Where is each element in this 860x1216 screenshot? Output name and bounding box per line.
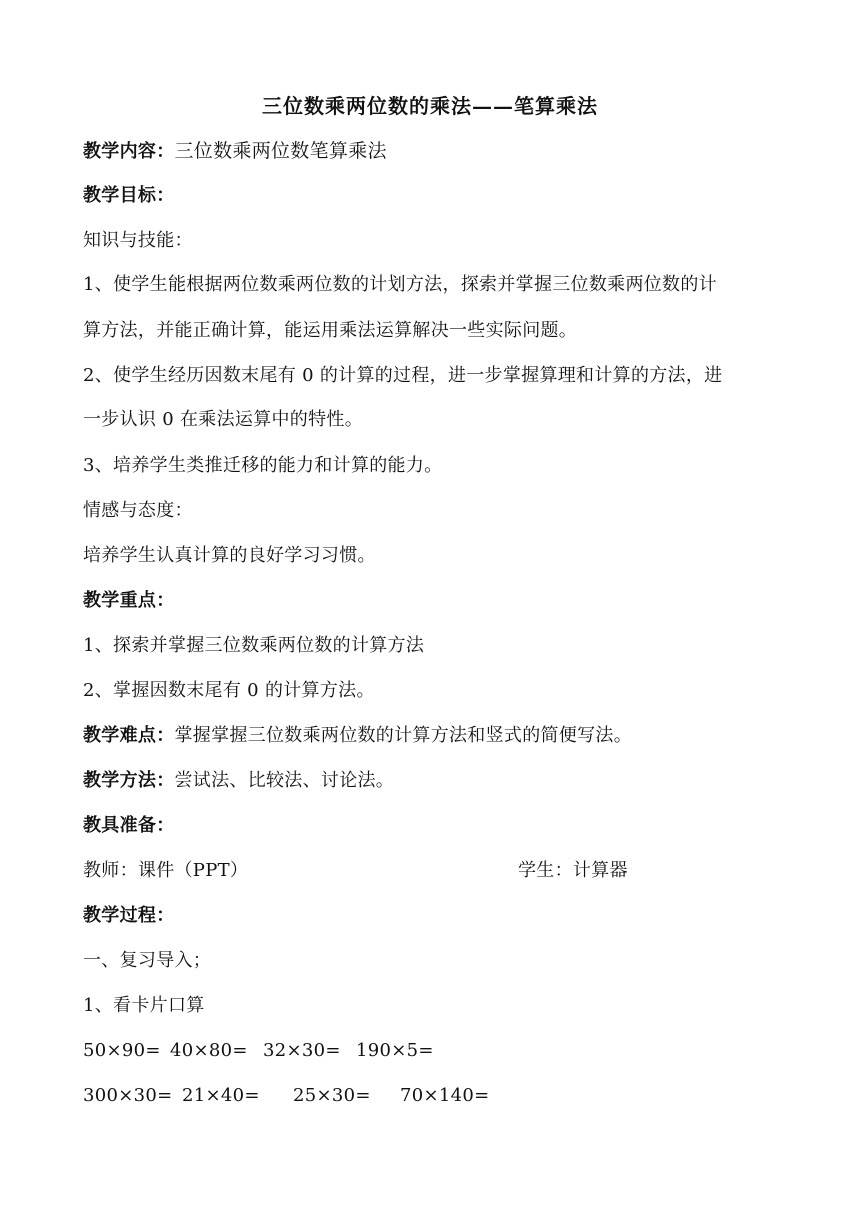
key-point-2: 2、掌握因数末尾有 0 的计算方法。 [83, 680, 375, 701]
difficulty-value: 掌握掌握三位数乘两位数的计算方法和竖式的简便写法。 [174, 725, 632, 746]
problem: 21×40= [182, 1085, 260, 1106]
teacher-prep: 教师：课件（PPT） [83, 860, 249, 881]
document-title: 三位数乘两位数的乘法——笔算乘法 [262, 94, 598, 118]
difficulty-label: 教学难点： [83, 725, 175, 746]
problem: 190×5= [356, 1040, 434, 1061]
emotion-text: 培养学生认真计算的良好学习习惯。 [83, 545, 376, 566]
method-line [83, 769, 394, 793]
goal2-line1: 2、使学生经历因数末尾有 0 的计算的过程，进一步掌握算理和计算的方法，进 [83, 365, 723, 386]
goals-heading: 教学目标： [83, 185, 175, 206]
problem: 70×140= [400, 1085, 490, 1106]
prep-heading: 教具准备： [83, 815, 175, 836]
student-prep: 学生：计算器 [518, 860, 628, 881]
step-1: 一、复习导入； [83, 950, 212, 971]
key-point-1: 1、探索并掌握三位数乘两位数的计算方法 [83, 635, 425, 656]
goal1-line2: 算方法，并能正确计算，能运用乘法运算解决一些实际问题。 [83, 320, 578, 341]
difficulty-line [83, 724, 632, 748]
goal1-line1: 1、使学生能根据两位数乘两位数的计划方法，探索并掌握三位数乘两位数的计 [83, 274, 717, 295]
problem: 25×30= [293, 1085, 371, 1106]
emotion-heading: 情感与态度： [83, 500, 193, 521]
content-label: 教学内容： [83, 141, 175, 162]
problem: 50×90= [83, 1040, 161, 1061]
step-1-1: 1、看卡片口算 [83, 995, 205, 1016]
problem: 300×30= [83, 1085, 173, 1106]
method-label: 教学方法： [83, 770, 175, 791]
problem: 40×80= [170, 1040, 248, 1061]
oral-calc-row-2 [83, 1084, 490, 1108]
oral-calc-row-1 [83, 1039, 434, 1063]
method-value: 尝试法、比较法、讨论法。 [174, 770, 395, 791]
problem: 32×30= [263, 1040, 341, 1061]
goal2-line2: 一步认识 0 在乘法运算中的特性。 [83, 409, 363, 430]
goal3: 3、培养学生类推迁移的能力和计算的能力。 [83, 455, 443, 476]
key-heading: 教学重点： [83, 590, 175, 611]
knowledge-heading: 知识与技能： [83, 230, 193, 251]
content-line [83, 139, 387, 164]
content-value: 三位数乘两位数笔算乘法 [174, 140, 387, 162]
process-heading: 教学过程： [83, 905, 175, 926]
